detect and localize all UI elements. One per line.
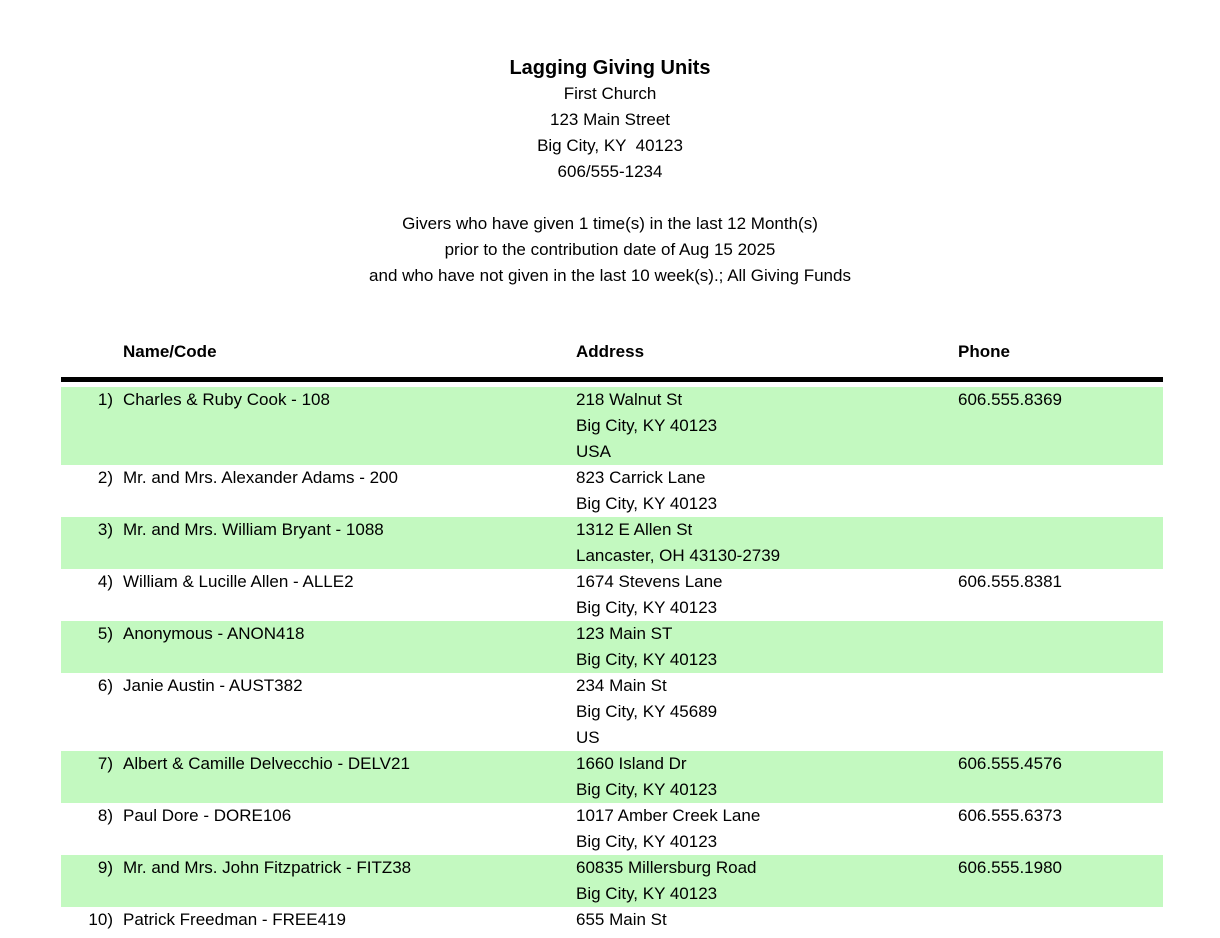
- org-street: 123 Main Street: [549, 110, 670, 129]
- row-number: 6): [97, 676, 113, 695]
- table-row: [61, 751, 1163, 803]
- address-line: 218 Walnut St: [576, 390, 683, 409]
- table-row: [61, 465, 1163, 517]
- giver-phone: [958, 673, 1163, 751]
- address-line: 1017 Amber Creek Lane: [576, 806, 761, 825]
- table-row: [61, 907, 1163, 933]
- table-row: [61, 387, 1163, 465]
- givers-table: [61, 339, 1163, 933]
- row-number: 7): [97, 754, 113, 773]
- address-line: 655 Main St: [576, 910, 667, 929]
- giver-phone: 606.555.8369: [958, 390, 1062, 409]
- row-number: 2): [97, 468, 113, 487]
- giver-name: Janie Austin - AUST382: [123, 676, 303, 695]
- giver-phone: [958, 621, 1163, 673]
- org-phone: 606/555-1234: [557, 162, 663, 181]
- table-row: [61, 569, 1163, 621]
- giver-name: Paul Dore - DORE106: [123, 806, 292, 825]
- address-line: 1660 Island Dr: [576, 754, 687, 773]
- table-row: [61, 673, 1163, 751]
- header-number-spacer: [61, 339, 113, 365]
- giver-phone: 606.555.8381: [958, 572, 1062, 591]
- table-header-row: [61, 339, 1163, 365]
- row-number: 5): [97, 624, 113, 643]
- giver-phone: [958, 517, 1163, 569]
- address-line: Big City, KY 40123: [576, 832, 718, 851]
- row-number: 10): [88, 910, 113, 929]
- table-row: [61, 517, 1163, 569]
- giver-address: [576, 517, 958, 569]
- report-title: Lagging Giving Units: [509, 57, 711, 79]
- criteria-line-1: Givers who have given 1 time(s) in the last 12 Month(s): [402, 214, 818, 233]
- row-number: 4): [97, 572, 113, 591]
- giver-name: Albert & Camille Delvecchio - DELV21: [123, 754, 410, 773]
- giver-name: Charles & Ruby Cook - 108: [123, 390, 330, 409]
- address-line: Lancaster, OH 43130-2739: [576, 546, 781, 565]
- address-line: Big City, KY 45689: [576, 702, 718, 721]
- address-line: 1312 E Allen St: [576, 520, 693, 539]
- org-name: First Church: [563, 84, 657, 103]
- giver-address: [576, 907, 958, 933]
- address-line: Big City, KY 40123: [576, 494, 718, 513]
- table-row: [61, 855, 1163, 907]
- giver-address: [576, 803, 958, 855]
- giver-name: Anonymous - ANON418: [123, 624, 305, 643]
- column-header-address: Address: [576, 342, 645, 361]
- giver-phone: [958, 465, 1163, 517]
- address-line: Big City, KY 40123: [576, 416, 718, 435]
- address-line: US: [576, 728, 600, 747]
- giver-phone: 606.555.6373: [958, 806, 1062, 825]
- row-number: 3): [97, 520, 113, 539]
- giver-address: [576, 751, 958, 803]
- giver-name: Mr. and Mrs. William Bryant - 1088: [123, 520, 384, 539]
- column-header-name-code: Name/Code: [123, 342, 217, 361]
- giver-address: [576, 855, 958, 907]
- report-header: [0, 0, 1220, 185]
- giver-address: [576, 387, 958, 465]
- address-line: Big City, KY 40123: [576, 650, 718, 669]
- giver-address: [576, 673, 958, 751]
- giver-name: Mr. and Mrs. John Fitzpatrick - FITZ38: [123, 858, 412, 877]
- row-number: 1): [97, 390, 113, 409]
- giver-phone: 606.555.4576: [958, 754, 1062, 773]
- criteria-line-3: and who have not given in the last 10 week(s).; All Giving Funds: [369, 266, 851, 285]
- giver-phone: 606.555.1980: [958, 858, 1062, 877]
- address-line: 60835 Millersburg Road: [576, 858, 757, 877]
- table-row: [61, 621, 1163, 673]
- header-rule: [61, 377, 1163, 382]
- address-line: Big City, KY 40123: [576, 598, 718, 617]
- table-body: [61, 387, 1163, 933]
- address-line: Big City, KY 40123: [576, 780, 718, 799]
- org-city-state-zip: Big City, KY 40123: [537, 136, 683, 155]
- report-criteria: [0, 211, 1220, 289]
- address-line: USA: [576, 442, 611, 461]
- address-line: 823 Carrick Lane: [576, 468, 706, 487]
- column-header-phone: Phone: [958, 342, 1010, 361]
- giver-name: William & Lucille Allen - ALLE2: [123, 572, 354, 591]
- giver-address: [576, 621, 958, 673]
- row-number: 9): [97, 858, 113, 877]
- address-line: 123 Main ST: [576, 624, 673, 643]
- giver-name: Mr. and Mrs. Alexander Adams - 200: [123, 468, 398, 487]
- criteria-line-2: prior to the contribution date of Aug 15 2025: [444, 240, 776, 259]
- address-line: 234 Main St: [576, 676, 667, 695]
- table-row: [61, 803, 1163, 855]
- giver-address: [576, 465, 958, 517]
- row-number: 8): [97, 806, 113, 825]
- giver-phone: [958, 907, 1163, 933]
- address-line: 1674 Stevens Lane: [576, 572, 723, 591]
- address-line: Big City, KY 40123: [576, 884, 718, 903]
- giver-name: Patrick Freedman - FREE419: [123, 910, 346, 929]
- giver-address: [576, 569, 958, 621]
